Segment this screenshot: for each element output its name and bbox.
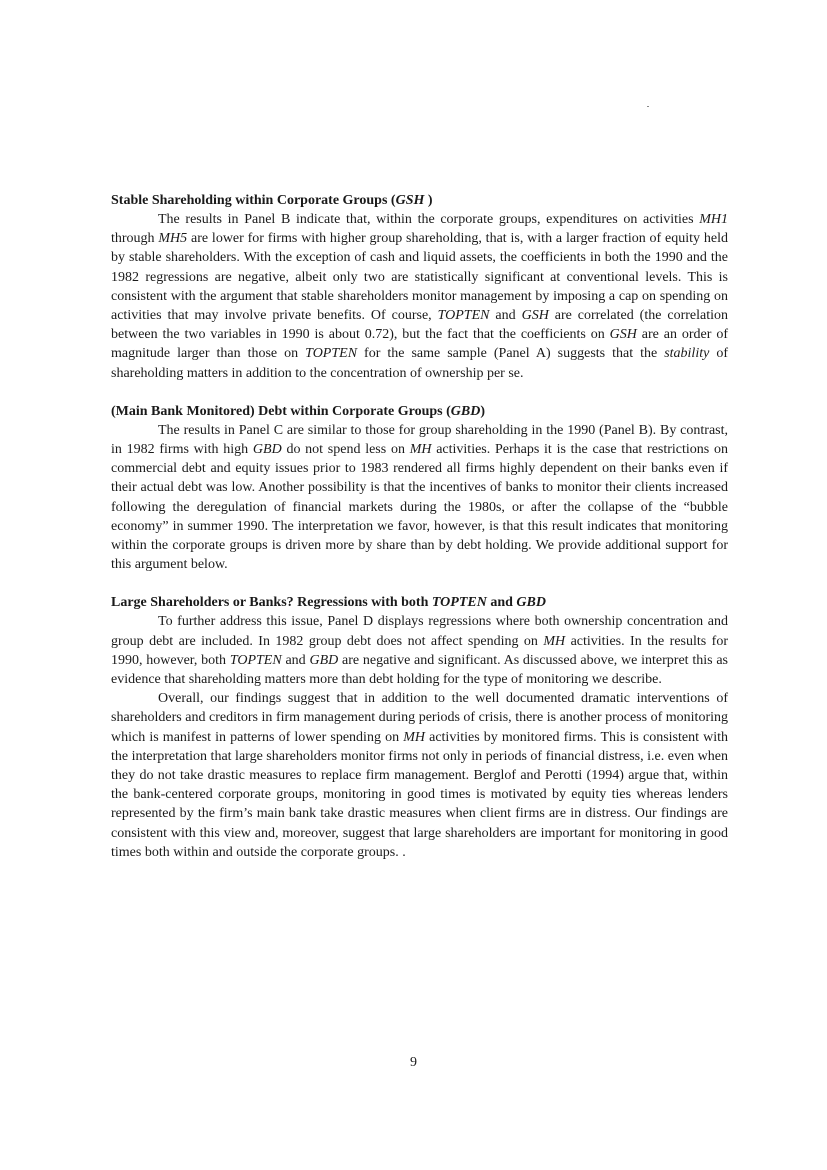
- body-paragraph: The results in Panel C are similar to those for group shareholding in the 1990 (Panel B). By contrast, in 1982 firms with high GBD do not spend less on MH activities. Perhaps it is the case that restrictions on commercial debt and equity issues prior to 1983 rendered all firms highly dependent on their banks even if their actual debt was low. Another possibility is that the incentives of banks to monitor their clients increased following the deregulation of financial markets during the 1980s, or after the collapse of the “bubble economy” in summer 1990. The interpretation we favor, however, is that this result indicates that monitoring within the corporate groups is driven more by share than by debt holding. We provide additional support for this argument below.: [111, 422, 728, 573]
- italic-term: GBD: [252, 442, 282, 458]
- section-main-bank-debt: [111, 402, 728, 575]
- section-heading: (Main Bank Monitored) Debt within Corporate Groups (GBD): [111, 403, 486, 419]
- section-stable-shareholding: [111, 191, 728, 383]
- italic-term: GSH: [395, 193, 425, 208]
- text-column: [111, 191, 728, 862]
- page-number: 9: [410, 1055, 417, 1070]
- section-heading: Large Shareholders or Banks? Regressions with both TOPTEN and GBD: [111, 595, 546, 611]
- italic-term: MH5: [158, 231, 188, 247]
- section-heading: Stable Shareholding within Corporate Groups (GSH ): [111, 193, 433, 208]
- section-spacer: [111, 574, 728, 593]
- section-spacer: [111, 383, 728, 402]
- italic-term: MH1: [699, 212, 728, 227]
- section-shareholders-or-banks: [111, 593, 728, 862]
- italic-term: GSH: [521, 308, 549, 324]
- scan-speck: [647, 106, 649, 107]
- italic-term: MH: [409, 442, 432, 458]
- italic-term: stability: [664, 346, 710, 362]
- body-paragraph: Overall, our findings suggest that in addition to the well documented dramatic interventions of shareholders and creditors in firm management during periods of crisis, there is another process of monitoring which is manifest in patterns of lower spending on MH activities by monitored firms. This is consistent with the interpretation that large shareholders monitor firms not only in periods of financial distress, i.e. even when they do not take drastic measures to replace firm management. Berglof and Perotti (1994) argue that, within the bank-centered corporate groups, monitoring in good times is motivated by equity ties whereas lenders represented by the firm’s main bank take drastic measures when client firms are in distress. Our findings are consistent with this view and, moreover, suggest that large shareholders are important for monitoring in good times both within and outside the corporate groups. .: [111, 691, 728, 860]
- italic-term: GBD: [309, 652, 339, 668]
- body-paragraph: The results in Panel B indicate that, within the corporate groups, expenditures on activities MH1 through MH5 are lower for firms with higher group shareholding, that is, with a larger fraction of equity held by stable shareholders. With the exception of cash and liquid assets, the coefficients in both the 1990 and the 1982 regressions are negative, albeit only two are statistically significant at conventional levels. This is consistent with the argument that stable shareholders monitor management by imposing a cap on spending on activities that may involve private benefits. Of course, TOPTEN and GSH are correlated (the correlation between the two variables in 1990 is about 0.72), but the fact that the coefficients on GSH are an order of magnitude larger than those on TOPTEN for the same sample (Panel A) suggests that the stability of shareholding matters in addition to the concentration of ownership per se.: [111, 212, 729, 381]
- italic-term: MH: [543, 633, 566, 649]
- italic-term: GBD: [516, 595, 546, 611]
- body-paragraph: To further address this issue, Panel D displays regressions where both ownership concentration and group debt are included. In 1982 group debt does not affect spending on MH activities. In the results for 1990, however, both TOPTEN and GBD are negative and significant. As discussed above, we interpret this as evidence that shareholding matters more than debt holding for the type of monitoring we describe.: [111, 614, 728, 688]
- italic-term: GSH: [609, 327, 637, 343]
- italic-term: TOPTEN: [437, 308, 490, 324]
- italic-term: TOPTEN: [229, 652, 282, 668]
- italic-term: GBD: [450, 403, 481, 419]
- italic-term: TOPTEN: [305, 346, 358, 362]
- italic-term: TOPTEN: [431, 595, 487, 611]
- italic-term: MH: [403, 729, 425, 745]
